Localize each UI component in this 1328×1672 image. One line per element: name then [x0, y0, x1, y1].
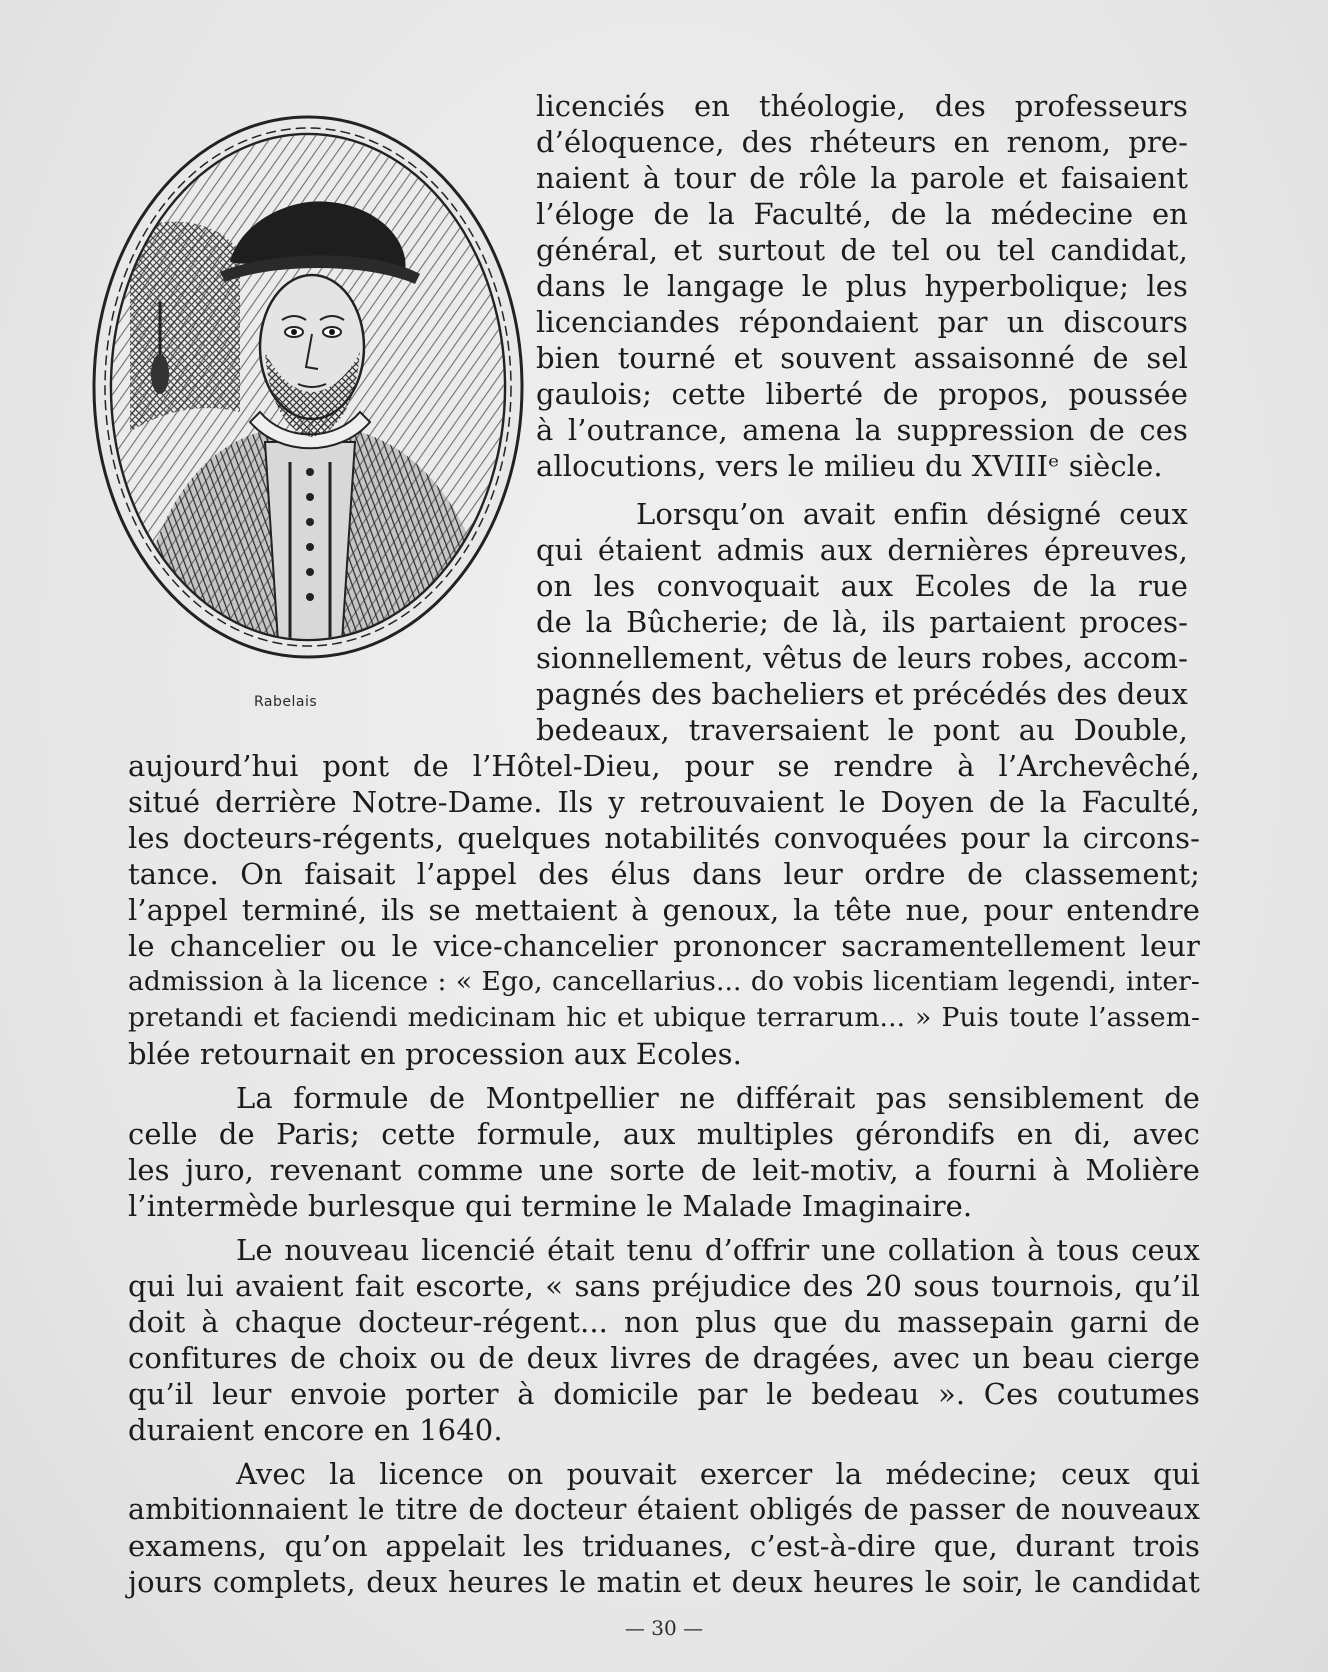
text-line: l’intermède burlesque qui termine le Malade Imaginaire.	[128, 1189, 973, 1223]
text-line: admission à la licence : « Ego, cancellarius... do vobis licentiam legendi, inter-	[128, 966, 1200, 997]
text-line: blée retournait en procession aux Ecoles.	[128, 1037, 742, 1071]
text-line: aujourd’hui pont de l’Hôtel-Dieu, pour se rendre à l’Archevêché,	[128, 749, 1200, 783]
text-line: gaulois; cette liberté de propos, poussée	[536, 377, 1188, 411]
text-line: le chancelier ou le vice-chancelier prononcer sacramentellement leur	[128, 929, 1200, 963]
text-line: qu’il leur envoie porter à domicile par le bedeau ». Ces coutumes	[128, 1377, 1200, 1411]
text-line: examens, qu’on appelait les triduanes, c’est-à-dire que, durant trois	[128, 1529, 1200, 1563]
text-line: on les convoquait aux Ecoles de la rue	[536, 569, 1188, 603]
text-line: licenciandes répondaient par un discours	[536, 305, 1188, 339]
text-line: ambitionnaient le titre de docteur étaient obligés de passer de nouveaux	[128, 1493, 1200, 1526]
text-line: jours complets, deux heures le matin et deux heures le soir, le candidat	[128, 1565, 1200, 1599]
text-line: Avec la licence on pouvait exercer la médecine; ceux qui	[236, 1457, 1200, 1491]
text-line: celle de Paris; cette formule, aux multiples gérondifs en di, avec	[128, 1117, 1200, 1151]
text-line: qui étaient admis aux dernières épreuves,	[536, 533, 1188, 567]
portrait-caption: Rabelais	[254, 694, 318, 710]
text-line: bien tourné et souvent assaisonné de sel	[536, 341, 1188, 375]
text-line: les docteurs-régents, quelques notabilités convoquées pour la circons-	[128, 821, 1200, 855]
text-line: La formule de Montpellier ne différait pas sensiblement de	[236, 1081, 1200, 1115]
text-line: les juro, revenant comme une sorte de leit-motiv, a fourni à Molière	[128, 1153, 1200, 1187]
text-line: de la Bûcherie; de là, ils partaient proces-	[536, 605, 1188, 639]
text-line: doit à chaque docteur-régent... non plus que du massepain garni de	[128, 1305, 1200, 1339]
text-line: bedeaux, traversaient le pont au Double,	[536, 713, 1188, 747]
text-line: tance. On faisait l’appel des élus dans leur ordre de classement;	[128, 857, 1200, 891]
text-line: d’éloquence, des rhéteurs en renom, pre-	[536, 125, 1188, 159]
text-line: pretandi et faciendi medicinam hic et ubique terrarum... » Puis toute l’assem-	[128, 1002, 1200, 1033]
text-line: confitures de choix ou de deux livres de dragées, avec un beau cierge	[128, 1341, 1200, 1375]
text-line: sionnellement, vêtus de leurs robes, accom-	[536, 641, 1188, 675]
text-line: naient à tour de rôle la parole et faisaient	[536, 161, 1188, 195]
text-line: général, et surtout de tel ou tel candidat,	[536, 233, 1188, 267]
rabelais-portrait-engraving	[90, 112, 526, 662]
text-line: duraient encore en 1640.	[128, 1413, 503, 1447]
text-line: situé derrière Notre-Dame. Ils y retrouvaient le Doyen de la Faculté,	[128, 785, 1200, 819]
text-line: pagnés des bacheliers et précédés des deux	[536, 677, 1188, 711]
text-line: l’appel terminé, ils se mettaient à genoux, la tête nue, pour entendre	[128, 893, 1200, 927]
text-line: Le nouveau licencié était tenu d’offrir une collation à tous ceux	[236, 1233, 1200, 1267]
page-number-footer	[0, 1616, 1328, 1640]
text-line: licenciés en théologie, des professeurs	[536, 89, 1188, 123]
text-line: à l’outrance, amena la suppression de ces	[536, 413, 1188, 447]
text-line: qui lui avaient fait escorte, « sans préjudice des 20 sous tournois, qu’il	[128, 1269, 1200, 1303]
text-line: Lorsqu’on avait enfin désigné ceux	[636, 497, 1188, 531]
text-line: l’éloge de la Faculté, de la médecine en	[536, 197, 1188, 231]
page-number: — 30 —	[624, 1616, 704, 1640]
text-line: allocutions, vers le milieu du XVIIIᵉ siècle.	[536, 449, 1163, 483]
text-line: dans le langage le plus hyperbolique; les	[536, 269, 1188, 303]
